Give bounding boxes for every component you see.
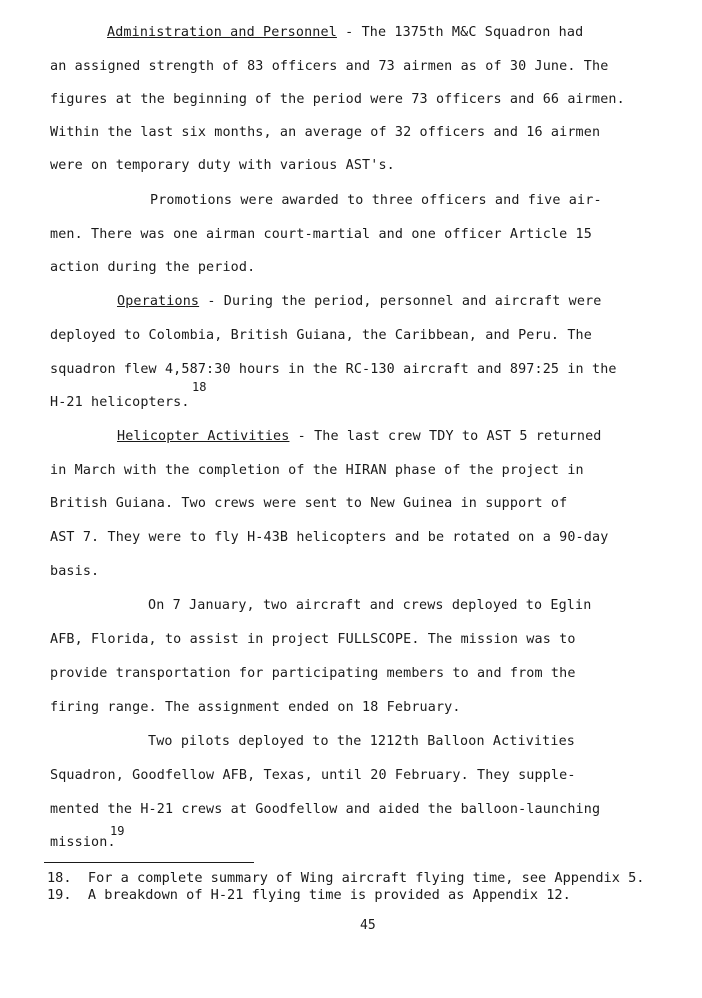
text-line: an assigned strength of 83 officers and 73 airmen as of 30 June. The — [50, 59, 609, 74]
text-fragment: - The 1375th M&C Squadron had — [336, 25, 584, 40]
text-line — [117, 429, 602, 445]
text-line: firing range. The assignment ended on 18 February. — [50, 700, 461, 715]
text-line: Squadron, Goodfellow AFB, Texas, until 20 February. They supple- — [50, 768, 576, 783]
text-line: in March with the completion of the HIRAN phase of the project in — [50, 463, 584, 478]
footnote-19: 19. A breakdown of H-21 flying time is provided as Appendix 12. — [47, 887, 571, 903]
section-heading-admin: Administration and Personnel — [107, 25, 337, 40]
page-number: 45 — [360, 918, 376, 933]
text-line: figures at the beginning of the period were 73 officers and 66 airmen. — [50, 92, 625, 107]
text-line: AFB, Florida, to assist in project FULLSCOPE. The mission was to — [50, 632, 576, 647]
footnote-ref-19: 19 — [110, 824, 125, 838]
text-fragment: - During the period, personnel and aircraft were — [199, 294, 602, 309]
text-line: AST 7. They were to fly H-43B helicopters and be rotated on a 90-day — [50, 530, 609, 545]
text-line: Promotions were awarded to three officers and five air- — [150, 193, 602, 208]
footnote-ref-18: 18 — [192, 380, 207, 394]
text-line: action during the period. — [50, 260, 256, 275]
text-line — [107, 25, 583, 41]
section-heading-helicopter: Helicopter Activities — [117, 429, 290, 444]
text-line: were on temporary duty with various AST's. — [50, 158, 395, 173]
text-line: Two pilots deployed to the 1212th Balloon Activities — [148, 734, 576, 749]
text-line — [117, 294, 602, 310]
footnote-separator — [44, 862, 254, 863]
text-line: H-21 helicopters. — [50, 395, 190, 410]
text-line: mission. — [50, 835, 116, 850]
text-line: provide transportation for participating members to and from the — [50, 666, 576, 681]
section-heading-operations: Operations — [117, 294, 200, 309]
text-fragment: - The last crew TDY to AST 5 returned — [289, 429, 602, 444]
text-line: Within the last six months, an average of 32 officers and 16 airmen — [50, 125, 601, 140]
text-line: deployed to Colombia, British Guiana, the Caribbean, and Peru. The — [50, 328, 592, 343]
text-line: On 7 January, two aircraft and crews deployed to Eglin — [148, 598, 592, 613]
text-line: men. There was one airman court-martial and one officer Article 15 — [50, 227, 592, 242]
footnote-18: 18. For a complete summary of Wing aircraft flying time, see Appendix 5. — [47, 870, 645, 886]
text-line: basis. — [50, 564, 100, 579]
text-line: British Guiana. Two crews were sent to New Guinea in support of — [50, 496, 568, 511]
text-line: mented the H-21 crews at Goodfellow and aided the balloon-launching — [50, 802, 601, 817]
text-line: squadron flew 4,587:30 hours in the RC-130 aircraft and 897:25 in the — [50, 362, 617, 377]
